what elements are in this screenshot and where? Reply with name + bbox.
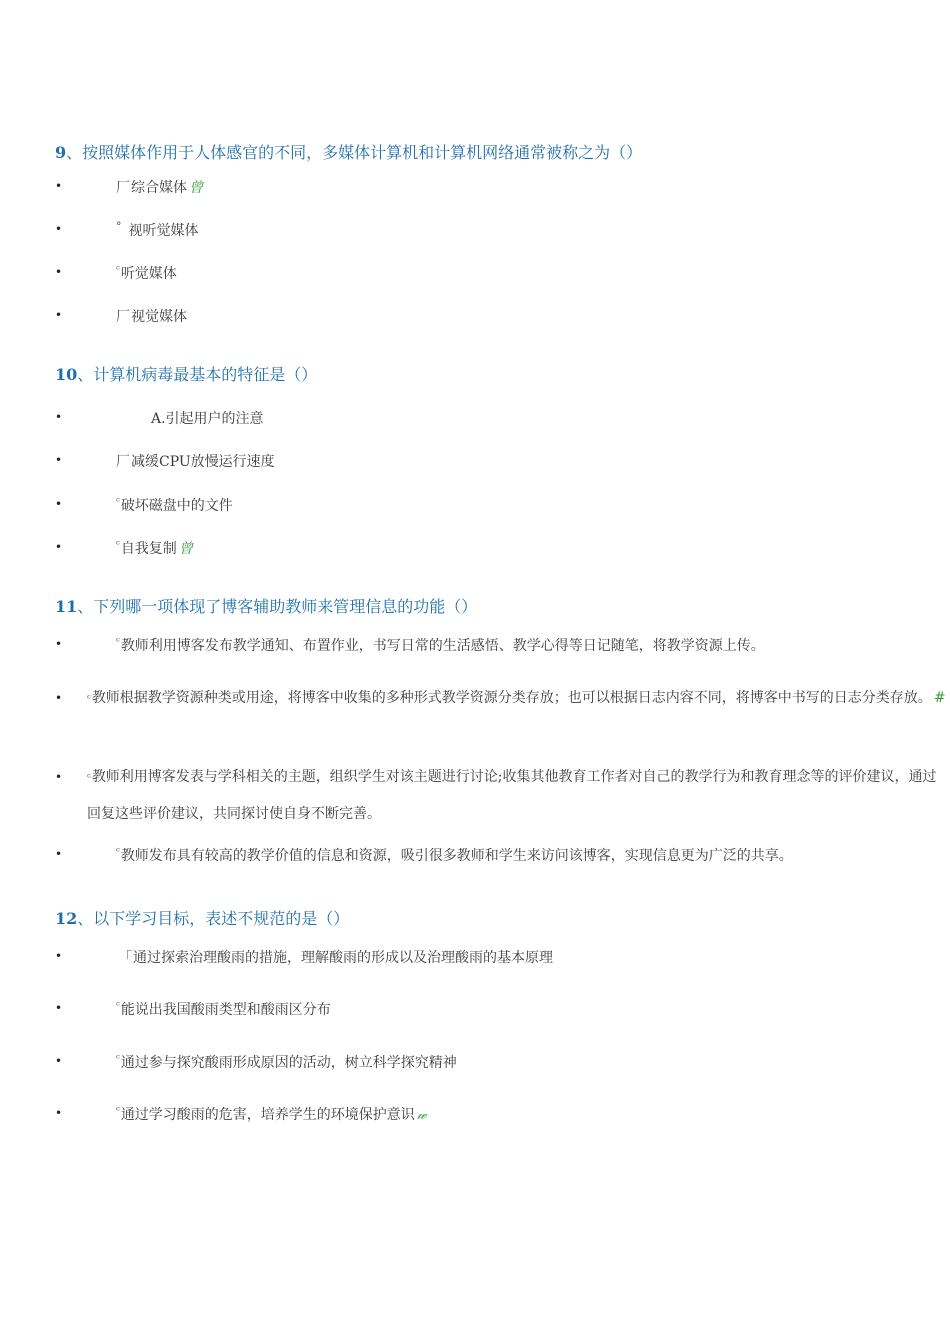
option-text: 通过学习酸雨的危害，培养学生的环境保护意识 — [120, 1107, 415, 1123]
bullet: • — [55, 265, 63, 279]
bullet: • — [55, 1054, 63, 1068]
option-text: 自我复制 — [120, 541, 177, 557]
option-9-c[interactable] — [116, 263, 177, 283]
question-text: 、下列哪一项体现了博客辅助教师来管理信息的功能（） — [77, 597, 478, 616]
option-10-c[interactable] — [116, 495, 233, 515]
radio-marker: 厂 — [116, 180, 130, 196]
question-10-title — [55, 362, 317, 385]
option-text: A.引起用户的注意 — [151, 411, 264, 427]
option-12-c[interactable] — [116, 1052, 457, 1072]
option-text: 能说出我国酸雨类型和酸雨区分布 — [120, 1002, 331, 1018]
question-number: 10 — [55, 365, 78, 384]
answer-mark: 曾 — [189, 180, 203, 196]
question-number: 11 — [55, 597, 78, 616]
option-text: 视觉媒体 — [131, 309, 187, 325]
option-text: 教师利用博客发布教学通知、布置作业，书写日常的生活感悟、教学心得等日记随笔，将教学资源上传。 — [120, 638, 765, 654]
radio-marker: ᶜ — [116, 845, 120, 858]
bullet: • — [55, 770, 63, 784]
option-text: 破坏磁盘中的文件 — [120, 498, 233, 514]
option-12-b[interactable] — [116, 999, 331, 1019]
question-12-title — [55, 906, 349, 929]
answer-mark: 𝓌 — [416, 1107, 427, 1123]
bullet: • — [55, 222, 63, 236]
option-text: 减缓CPU放慢运行速度 — [131, 454, 275, 470]
question-number: 9 — [55, 143, 67, 162]
option-text: 通过参与探究酸雨形成原因的活动，树立科学探究精神 — [120, 1055, 457, 1071]
bullet: • — [55, 497, 63, 511]
option-text: 教师利用博客发表与学科相关的主题，组织学生对该主题进行讨论;收集其他教育工作者对自己的教学行为和教育理念等的评价建议，通过回复这些评价建议，共同探讨使自身不断完善。 — [87, 769, 937, 822]
answer-mark: 曾 — [178, 541, 193, 557]
radio-marker: 厂 — [116, 454, 130, 470]
option-text: 教师发布具有较高的教学价值的信息和资源，吸引很多教师和学生来访问该博客，实现信息更为广泛的共享。 — [120, 848, 793, 864]
bullet: • — [55, 637, 63, 651]
option-11-d[interactable] — [116, 845, 793, 865]
option-text: 视听觉媒体 — [128, 223, 199, 239]
option-9-d[interactable] — [116, 306, 187, 326]
radio-marker: ᶜ — [116, 999, 120, 1012]
bullet: • — [55, 453, 63, 467]
bullet: • — [55, 949, 63, 963]
radio-marker: 「 — [118, 950, 132, 966]
bullet: • — [55, 540, 63, 554]
radio-marker: ᶜ — [116, 538, 120, 551]
option-10-a[interactable] — [151, 408, 264, 428]
answer-mark: # — [933, 690, 946, 706]
option-10-b[interactable] — [116, 451, 275, 471]
option-11-a[interactable] — [116, 635, 765, 655]
question-11-title — [55, 594, 477, 617]
bullet: • — [55, 410, 63, 424]
bullet: • — [55, 847, 63, 861]
question-text: 、以下学习目标，表述不规范的是（） — [77, 909, 350, 928]
radio-marker: ° — [116, 220, 122, 233]
radio-marker: 厂 — [116, 309, 130, 325]
bullet: • — [55, 308, 63, 322]
question-text: 、计算机病毒最基本的特征是（） — [77, 365, 318, 384]
question-9-title — [55, 140, 642, 163]
bullet: • — [55, 1001, 63, 1015]
radio-marker: ᶜ — [87, 692, 91, 705]
option-text: 听觉媒体 — [120, 266, 177, 282]
option-11-c[interactable] — [87, 759, 947, 833]
question-text: 、按照媒体作用于人体感官的不同，多媒体计算机和计算机网络通常被称之为（） — [66, 143, 643, 162]
option-text: 综合媒体 — [131, 180, 187, 196]
option-text: 教师根据教学资源种类或用途，将博客中收集的多种形式教学资源分类存放；也可以根据日志内容不同，将博客中书写的日志分类存放。 — [91, 690, 932, 706]
radio-marker: ᶜ — [116, 1052, 120, 1065]
option-12-d[interactable] — [116, 1104, 427, 1124]
option-10-d[interactable] — [116, 538, 193, 558]
bullet: • — [55, 1106, 63, 1120]
radio-marker: ᶜ — [116, 635, 120, 648]
bullet: • — [55, 691, 63, 705]
option-12-a[interactable] — [118, 947, 553, 967]
option-9-a[interactable] — [116, 177, 203, 197]
question-number: 12 — [55, 909, 78, 928]
option-text: 通过探索治理酸雨的措施，理解酸雨的形成以及治理酸雨的基本原理 — [133, 950, 553, 966]
radio-marker: ᶜ — [116, 1104, 120, 1117]
bullet: • — [55, 179, 63, 193]
option-11-b[interactable] — [87, 680, 947, 717]
radio-marker: ᶜ — [116, 263, 120, 276]
radio-marker: ᶜ — [116, 495, 120, 508]
option-9-b[interactable] — [116, 220, 199, 240]
radio-marker: ᶜ — [87, 771, 91, 784]
